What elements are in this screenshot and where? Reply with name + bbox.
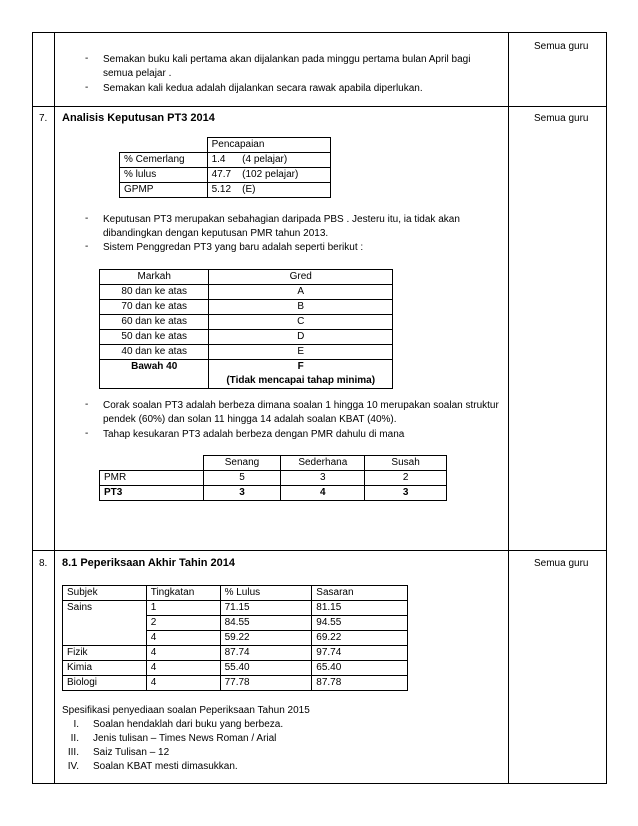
results-target: 69.22 — [312, 631, 408, 646]
spec-title: Spesifikasi penyediaan soalan Peperiksaan Tahun 2015 — [62, 705, 310, 716]
results-target: 87.78 — [312, 676, 408, 691]
gred-grade-fail — [209, 360, 393, 389]
pencapaian-label: % Cemerlang — [120, 153, 208, 168]
results-form: 4 — [146, 646, 220, 661]
results-table — [62, 585, 408, 691]
results-form: 4 — [146, 661, 220, 676]
gred-grade: B — [209, 300, 393, 315]
compare-header-susah: Susah — [365, 456, 447, 471]
results-header-sasaran: Sasaran — [312, 586, 408, 601]
gred-markah: 60 dan ke atas — [100, 315, 209, 330]
row7-number: 7. — [39, 113, 48, 124]
row-divider-8 — [33, 550, 606, 551]
compare-value: 5 — [203, 471, 281, 486]
compare-value: 3 — [203, 486, 281, 501]
gred-grade: A — [209, 285, 393, 300]
results-target: 94.55 — [312, 616, 408, 631]
gred-markah: 40 dan ke atas — [100, 345, 209, 360]
results-pass: 77.78 — [220, 676, 312, 691]
row7-who: Semua guru — [534, 113, 589, 124]
gred-grade: E — [209, 345, 393, 360]
results-pass: 84.55 — [220, 616, 312, 631]
results-pass: 59.22 — [220, 631, 312, 646]
gred-markah-fail: Bawah 40 — [100, 360, 209, 389]
gred-table — [99, 269, 393, 389]
compare-value: 4 — [281, 486, 365, 501]
row-divider-7 — [33, 106, 606, 107]
compare-value: 2 — [365, 471, 447, 486]
compare-value: 3 — [281, 471, 365, 486]
results-subject — [63, 631, 147, 646]
results-form: 4 — [146, 631, 220, 646]
pencapaian-header: Pencapaian — [207, 138, 330, 153]
results-form: 1 — [146, 601, 220, 616]
gred-grade-f-note: (Tidak mencapai tahap minima) — [226, 375, 376, 386]
results-pass: 55.40 — [220, 661, 312, 676]
results-pass: 71.15 — [220, 601, 312, 616]
results-subject: Biologi — [63, 676, 147, 691]
compare-exam: PT3 — [100, 486, 204, 501]
results-form: 2 — [146, 616, 220, 631]
results-target: 65.40 — [312, 661, 408, 676]
results-form: 4 — [146, 676, 220, 691]
main-table: Semua guru - Semakan buku kali pertama akan dijalankan pada minggu pertama bulan April bagi semua pelajar . - Semakan kali kedua adalah dijalankan secara rawak apabila diperlukan. 7. Analisis Keputusan PT3 2014 Semua guru Pencapaian % Cemerlang 1.4 (4 pelajar) % lulus 47.7 (102 pelajar) GPMP 5.12 (E) - Keputusan PT3 merupakan sebahagian daripada PBS . Jesteru itu, ia tidak akan dibandingkan dengan keputusan PMR tahun 2013. - Sistem Penggredan PT3 yang baru adalah seperti berikut : Markah Gred 80 dan ke atas A 70 dan ke atas B 60 dan ke atas C 50 dan ke atas D 40 dan ke atas E Bawah 40 F (Tidak mencapai tahap minima) - Corak soalan PT3 adalah berbeza dimana soalan 1 hingga 10 merupakan soalan struktur pendek (60%) dan solan 11 hingga 14 adalah soalan KBAT (40%). - Tahap kesukaran PT3 adalah berbeza dengan PMR dahulu di mana Senang Sederhana Susah PMR 5 3 2 PT3 3 4 3 8. 8.1 Peperiksaan Akhir Tahin 2014 Semua guru Subjek Tingkatan % Lulus Sasaran Sains 1 71.15 81.15 2 84.55 94.55 4 59.22 69.22 Fizik 4 87.74 97.74 Kimia 4 55.40 65.40 Biologi 4 77.78 87.78 Spesifikasi penyediaan soalan Peperiksaan Tahun 2015 I. Soalan hendaklah dari buku yang berbeza. II. Jenis tulisan – Times News Roman / Arial III. Saiz Tulisan – 12 IV. Soalan KBAT mesti dimasukkan. — [32, 32, 607, 784]
gred-header-markah: Markah — [100, 270, 209, 285]
pencapaian-value: 5.12 (E) — [207, 183, 330, 198]
results-pass: 87.74 — [220, 646, 312, 661]
compare-header-sederhana: Sederhana — [281, 456, 365, 471]
row8-title: 8.1 Peperiksaan Akhir Tahin 2014 — [62, 557, 236, 569]
col-divider-num — [54, 33, 55, 783]
pencapaian-value: 47.7 (102 pelajar) — [207, 168, 330, 183]
results-subject — [63, 616, 147, 631]
gred-grade-f: F — [297, 361, 304, 372]
results-header-subjek: Subjek — [63, 586, 147, 601]
pencapaian-label: % lulus — [120, 168, 208, 183]
pencapaian-value: 1.4 (4 pelajar) — [207, 153, 330, 168]
pencapaian-label: GPMP — [120, 183, 208, 198]
compare-exam: PMR — [100, 471, 204, 486]
gred-grade: D — [209, 330, 393, 345]
gred-markah: 50 dan ke atas — [100, 330, 209, 345]
results-target: 97.74 — [312, 646, 408, 661]
row8-who: Semua guru — [534, 558, 589, 569]
row7-title: Analisis Keputusan PT3 2014 — [62, 112, 215, 124]
compare-header-senang: Senang — [203, 456, 281, 471]
results-target: 81.15 — [312, 601, 408, 616]
results-header-tingkatan: Tingkatan — [146, 586, 220, 601]
results-subject: Sains — [63, 601, 147, 616]
results-header-lulus: % Lulus — [220, 586, 312, 601]
gred-header-gred: Gred — [209, 270, 393, 285]
results-subject: Kimia — [63, 661, 147, 676]
pencapaian-table — [119, 137, 331, 198]
row0-who: Semua guru — [534, 41, 589, 52]
results-subject: Fizik — [63, 646, 147, 661]
gred-markah: 70 dan ke atas — [100, 300, 209, 315]
gred-grade: C — [209, 315, 393, 330]
gred-markah: 80 dan ke atas — [100, 285, 209, 300]
row8-number: 8. — [39, 558, 48, 569]
compare-table — [99, 455, 447, 501]
col-divider-who — [508, 33, 509, 783]
compare-value: 3 — [365, 486, 447, 501]
